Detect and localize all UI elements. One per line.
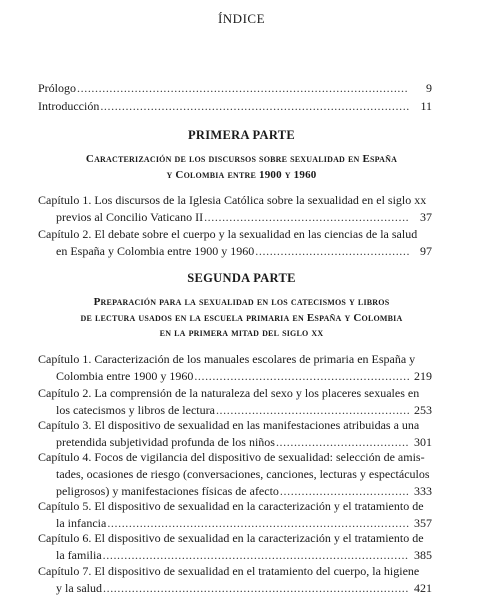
toc-entry-text: Capítulo 1. Los discursos de la Iglesia Católica sobre la sexualidad en el siglo xx xyxy=(38,193,427,207)
section-title-line: Caracterización de los discursos sobre sexualidad en España xyxy=(85,153,398,165)
toc-entry-p2-cap7[interactable] xyxy=(38,563,432,597)
toc-entry-p2-cap3[interactable] xyxy=(38,417,432,451)
toc-entry-text: Colombia entre 1900 y 1960 xyxy=(56,369,194,384)
section-title-line: de lectura usados en la escuela primaria en España y Colombia xyxy=(80,311,403,324)
toc-entry-text: la familia xyxy=(56,548,102,563)
page-title: ÍNDICE xyxy=(217,11,266,26)
toc-entry-p1-cap1[interactable] xyxy=(38,192,432,226)
toc-entry-text: los catecismos y libros de lectura xyxy=(56,403,215,418)
toc-entry-label: Introducción xyxy=(38,99,100,113)
toc-entry-text: en España y Colombia entre 1900 y 1960 xyxy=(56,244,255,259)
toc-entry-text: Capítulo 5. El dispositivo de sexualidad en la caracterización y el tratamiento de xyxy=(38,499,424,513)
section-title-line: Preparación para la sexualidad en los catecismos y libros xyxy=(93,296,390,308)
toc-page-number: 97 xyxy=(420,244,432,259)
toc-page-number: 301 xyxy=(414,435,432,450)
toc-page-number: 385 xyxy=(414,548,432,563)
toc-page-number: 357 xyxy=(414,516,432,531)
toc-entry-p1-cap2[interactable] xyxy=(38,226,432,260)
toc-entry-text: tades, ocasiones de riesgo (conversaciones, canciones, lecturas y espectáculos xyxy=(56,467,430,482)
toc-entry-text: Capítulo 1. Caracterización de los manuales escolares de primaria en España y xyxy=(38,352,416,366)
toc-entry-label: Prólogo xyxy=(38,81,77,95)
part-title-primera: PRIMERA PARTE xyxy=(187,128,296,142)
toc-entry-text: peligrosos) y manifestaciones físicas de afecto xyxy=(56,484,279,499)
toc-entry-p2-cap1[interactable] xyxy=(38,351,432,385)
toc-entry-p2-cap5[interactable] xyxy=(38,498,432,532)
toc-page-number: 421 xyxy=(414,581,432,596)
toc-entry-p2-cap4[interactable] xyxy=(38,449,432,501)
section-title-line: en la primera mitad del siglo xx xyxy=(159,327,324,339)
toc-page-number: 333 xyxy=(414,484,432,499)
toc-entry-text: Capítulo 7. El dispositivo de sexualidad en el tratamiento del cuerpo, la higiene xyxy=(38,564,420,578)
toc-entry-prologo[interactable] xyxy=(38,80,432,97)
dot-leader xyxy=(255,243,409,260)
toc-entry-text: Capítulo 4. Focos de vigilancia del dispositivo de sexualidad: selección de amis- xyxy=(38,450,425,464)
section-title-part2 xyxy=(38,295,445,342)
toc-entry-text: Capítulo 3. El dispositivo de sexualidad en las manifestaciones atribuidas a una xyxy=(38,418,420,432)
toc-page-number: 37 xyxy=(420,210,432,225)
toc-entry-text: Capítulo 2. La comprensión de la naturaleza del sexo y los placeres sexuales en xyxy=(38,386,420,400)
toc-page-number: 9 xyxy=(426,81,432,95)
toc-entry-introduccion[interactable] xyxy=(38,98,432,115)
toc-page-number: 11 xyxy=(420,99,432,113)
toc-entry-text: y la salud xyxy=(56,581,102,596)
toc-entry-text: pretendida subjetividad profunda de los niños xyxy=(56,435,275,450)
dot-leader xyxy=(77,80,409,97)
dot-leader xyxy=(100,98,409,115)
toc-entry-text: previos al Concilio Vaticano II xyxy=(56,210,204,225)
dot-leader xyxy=(194,368,409,385)
dot-leader xyxy=(103,547,409,564)
toc-entry-p2-cap6[interactable] xyxy=(38,530,432,564)
dot-leader xyxy=(103,580,409,597)
toc-entry-text: Capítulo 6. El dispositivo de sexualidad en la caracterización y el tratamiento de xyxy=(38,531,424,545)
section-title-line: y Colombia entre 1900 y 1960 xyxy=(166,168,317,181)
toc-entry-text: Capítulo 2. El debate sobre el cuerpo y la sexualidad en las ciencias de la salud xyxy=(38,227,418,241)
toc-entry-text: la infancia xyxy=(56,516,107,531)
dot-leader xyxy=(204,209,409,226)
toc-page-number: 219 xyxy=(414,369,432,384)
toc-entry-p2-cap2[interactable] xyxy=(38,385,432,419)
section-title-part1 xyxy=(38,152,445,183)
toc-page-number: 253 xyxy=(414,403,432,418)
part-title-segunda: SEGUNDA PARTE xyxy=(187,271,296,285)
